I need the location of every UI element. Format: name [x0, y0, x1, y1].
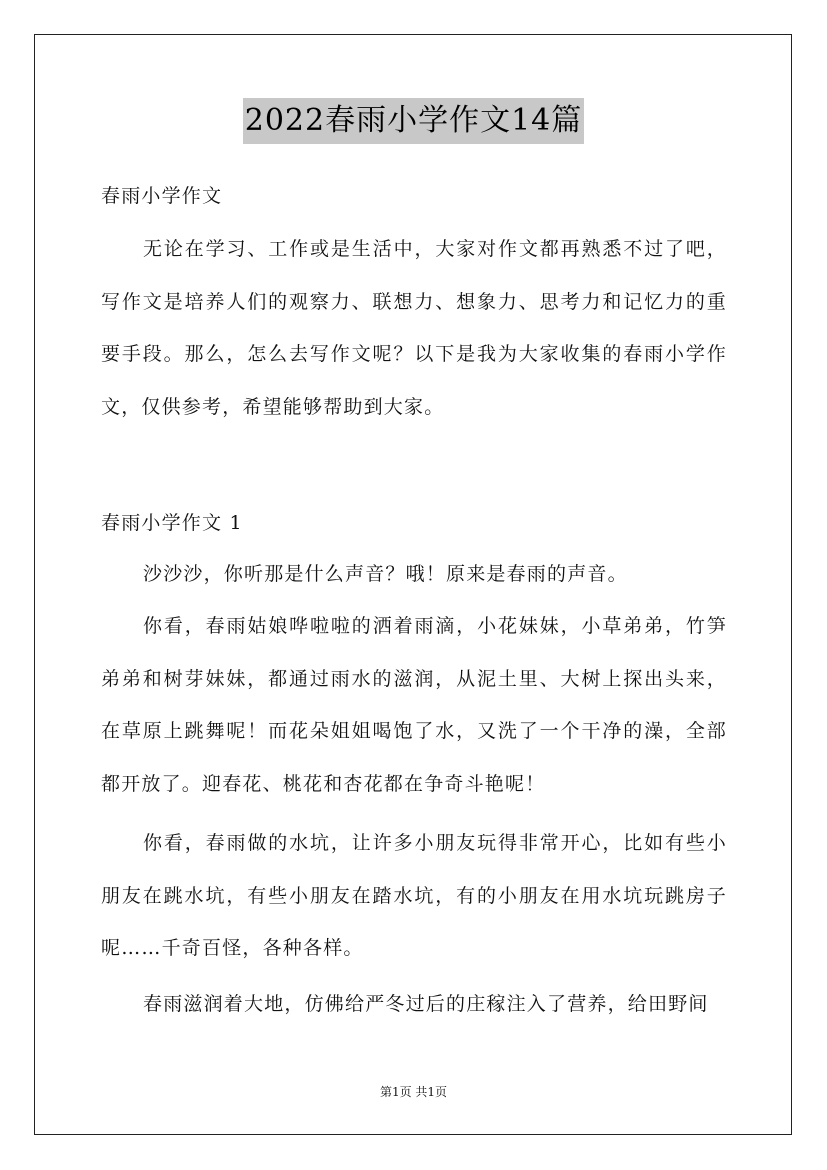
section-heading: 春雨小学作文: [101, 185, 223, 207]
essay-paragraph: 你看，春雨姑娘哗啦啦的洒着雨滴，小花妹妹，小草弟弟，竹笋弟弟和树芽妹妹，都通过雨水的滋润，从泥土里、大树上探出头来，在草原上跳舞呢！而花朵姐姐喝饱了水，又洗了一个干净的澡，全部都开放了。迎春花、桃花和杏花都在争奇斗艳呢！: [101, 615, 727, 795]
document-title: 2022春雨小学作文14篇: [243, 98, 585, 144]
intro-paragraph: 无论在学习、工作或是生活中，大家对作文都再熟悉不过了吧，写作文是培养人们的观察力、联想力、想象力、思考力和记忆力的重要手段。那么，怎么去写作文呢？以下是我为大家收集的春雨小学作文，仅供参考，希望能够帮助到大家。: [101, 238, 727, 418]
title-container: [0, 98, 827, 144]
page-footer: 第1页 共1页: [379, 1085, 448, 1099]
essay-paragraph: 你看，春雨做的水坑，让许多小朋友玩得非常开心，比如有些小朋友在跳水坑，有些小朋友在踏水坑，有的小朋友在用水坑玩跳房子呢……千奇百怪，各种各样。: [101, 832, 727, 959]
essay-heading: 春雨小学作文 1: [101, 512, 243, 534]
essay-paragraph: 春雨滋润着大地，仿佛给严冬过后的庄稼注入了营养，给田野间: [143, 993, 709, 1015]
essay-paragraph: 沙沙沙，你听那是什么声音？哦！原来是春雨的声音。: [143, 563, 628, 585]
